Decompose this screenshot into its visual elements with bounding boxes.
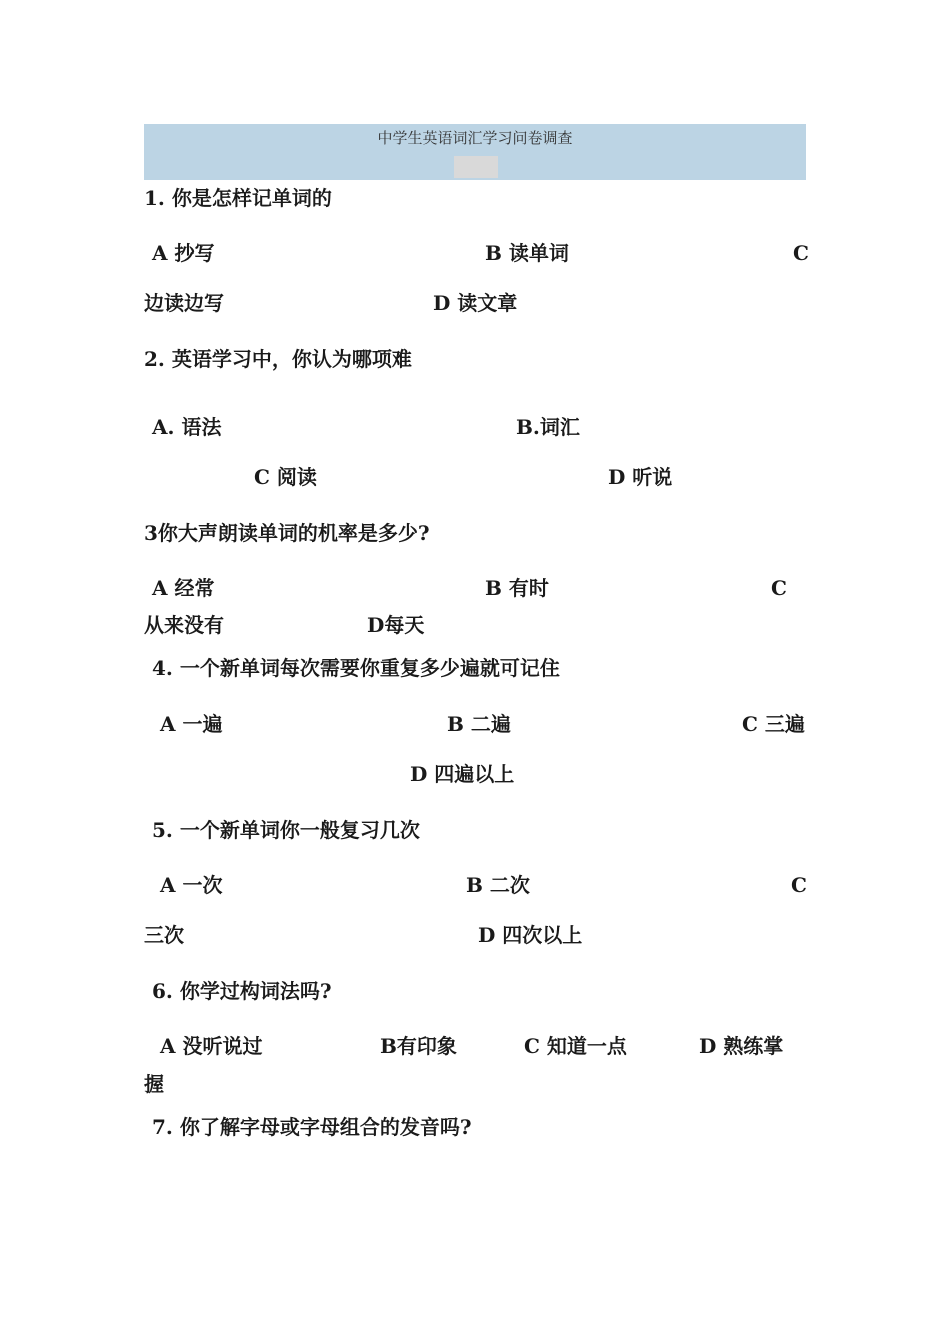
- q3-option-c-letter[interactable]: C: [771, 576, 787, 600]
- q3-option-d[interactable]: D每天: [367, 613, 425, 637]
- question-4-title: 4. 一个新单词每次需要你重复多少遍就可记住: [152, 656, 560, 680]
- q5-option-c-letter[interactable]: C: [791, 873, 807, 897]
- q6-option-d-cont[interactable]: 握: [144, 1072, 164, 1096]
- question-7-title: 7. 你了解字母或字母组合的发音吗?: [152, 1115, 472, 1139]
- q2-option-b[interactable]: B.词汇: [516, 415, 580, 439]
- q3-option-c-text[interactable]: 从来没有: [144, 613, 224, 637]
- question-2-title: 2. 英语学习中，你认为哪项难: [144, 347, 412, 371]
- q4-option-b[interactable]: B 二遍: [447, 712, 511, 736]
- q4-option-c[interactable]: C 三遍: [742, 712, 805, 736]
- q6-option-b[interactable]: B有印象: [380, 1034, 457, 1058]
- q5-option-d[interactable]: D 四次以上: [478, 923, 583, 947]
- header-button[interactable]: [454, 156, 498, 178]
- q2-option-c[interactable]: C 阅读: [254, 465, 317, 489]
- q1-option-d[interactable]: D 读文章: [433, 291, 518, 315]
- q4-option-a[interactable]: A 一遍: [160, 712, 223, 736]
- page-title: 中学生英语词汇学习问卷调查: [377, 129, 573, 147]
- question-1-title: 1. 你是怎样记单词的: [144, 186, 332, 210]
- survey-header: [144, 124, 806, 180]
- q1-option-c-text[interactable]: 边读边写: [144, 291, 224, 315]
- question-3-title: 3你大声朗读单词的机率是多少?: [144, 521, 430, 545]
- q6-option-d[interactable]: D 熟练掌: [699, 1034, 784, 1058]
- q6-option-a[interactable]: A 没听说过: [160, 1034, 263, 1058]
- q3-option-b[interactable]: B 有时: [485, 576, 549, 600]
- q4-option-d[interactable]: D 四遍以上: [410, 762, 515, 786]
- q5-option-c-text[interactable]: 三次: [144, 923, 184, 947]
- q6-option-c[interactable]: C 知道一点: [524, 1034, 627, 1058]
- q2-option-d[interactable]: D 听说: [608, 465, 673, 489]
- question-5-title: 5. 一个新单词你一般复习几次: [152, 818, 420, 842]
- q5-option-b[interactable]: B 二次: [466, 873, 530, 897]
- q3-option-a[interactable]: A 经常: [152, 576, 215, 600]
- q1-option-c-letter[interactable]: C: [793, 241, 809, 265]
- q2-option-a[interactable]: A. 语法: [152, 415, 222, 439]
- question-6-title: 6. 你学过构词法吗?: [152, 979, 332, 1003]
- q1-option-b[interactable]: B 读单词: [485, 241, 569, 265]
- q1-option-a[interactable]: A 抄写: [152, 241, 215, 265]
- q5-option-a[interactable]: A 一次: [160, 873, 223, 897]
